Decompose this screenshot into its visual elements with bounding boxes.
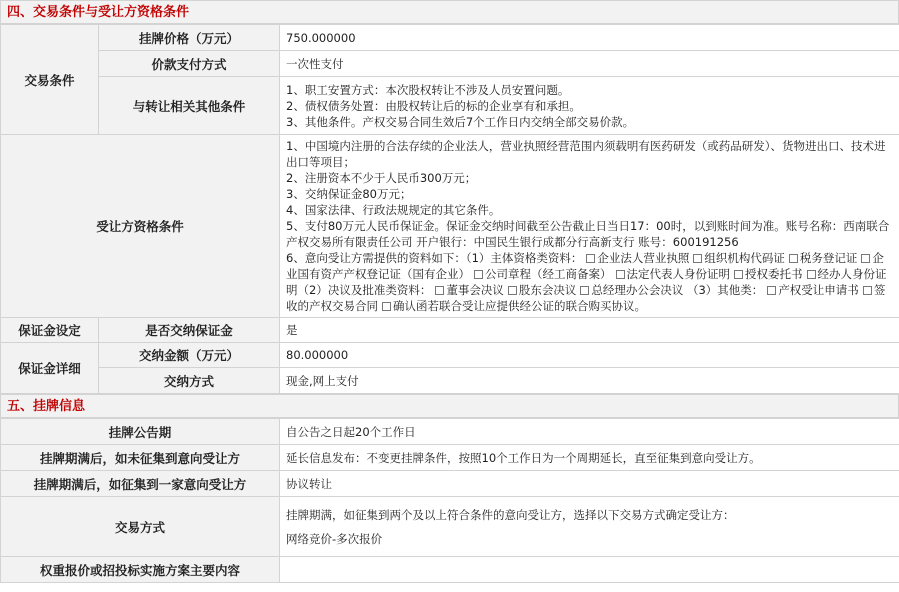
checkbox-icon: [586, 254, 595, 263]
trade-conditions-group-label: 交易条件: [1, 25, 99, 135]
one-buyer-value: 协议转让: [280, 471, 899, 497]
material-item: 确认函若联合受让应提供经公证的联合购买协议。: [393, 299, 646, 313]
deposit-detail-group-label: 保证金详细: [1, 343, 99, 394]
deposit-required-value: 是: [280, 318, 899, 343]
trade-method-option: 网络竞价-多次报价: [286, 531, 383, 546]
other-condition-line: 1、职工安置方式：本次股权转让不涉及人员安置问题。: [286, 82, 570, 97]
checkbox-icon: [435, 286, 444, 295]
checkbox-icon: [382, 302, 391, 311]
no-buyer-value: 延长信息发布：不变更挂牌条件，按照10个工作日为一个周期延长，直至征集到意向受让方。: [280, 445, 899, 471]
deposit-method-label: 交纳方式: [99, 368, 280, 394]
trade-method-line: 挂牌期满，如征集到两个及以上符合条件的意向受让方，选择以下交易方式确定受让方：: [286, 507, 735, 522]
materials-intro: 6、意向受让方需提供的资料如下：（1）主体资格类资料：: [286, 251, 583, 265]
material-item: 税务登记证: [799, 251, 858, 265]
trade-conditions-table: [0, 24, 899, 394]
checkbox-icon: [616, 270, 625, 279]
other-conditions-value: [280, 77, 899, 135]
deposit-amount-value: 80.000000: [280, 343, 899, 368]
deposit-setting-group-label: 保证金设定: [1, 318, 99, 343]
listing-period-value: 自公告之日起20个工作日: [280, 419, 899, 445]
checkbox-icon: [789, 254, 798, 263]
trade-method-label: 交易方式: [1, 497, 280, 557]
checkbox-icon: [861, 254, 870, 263]
materials-paragraph: [286, 251, 887, 313]
qualification-line: 1、中国境内注册的合法存续的企业法人，营业执照经营范围内须载明有医药研发（或药品研发）、货物进出口、技术进出口等项目；: [286, 139, 886, 169]
checkbox-icon: [508, 286, 517, 295]
other-conditions-label: 与转让相关其他条件: [99, 77, 280, 135]
listing-info-table: [0, 418, 899, 583]
deposit-method-value: 现金,网上支付: [280, 368, 899, 394]
checkbox-icon: [693, 254, 702, 263]
qualification-line: 3、交纳保证金80万元；: [286, 187, 412, 201]
checkbox-icon: [863, 286, 872, 295]
checkbox-icon: [580, 286, 589, 295]
other-condition-line: 3、其他条件。产权交易合同生效后7个工作日内交纳全部交易价款。: [286, 114, 635, 129]
bid-plan-value: [280, 557, 899, 583]
qualification-line: 5、支付80万元人民币保证金。保证金交纳时间截至公告截止日当日17：00时，以到账时间为准。账号名称：西南联合产权交易所有限责任公司 开户银行：中国民生银行成都分行高新支行 账号：600191256: [286, 219, 890, 249]
other-condition-line: 2、债权债务处置：由股权转让后的标的企业享有和承担。: [286, 98, 581, 113]
qualification-line: 2、注册资本不少于人民币300万元；: [286, 171, 477, 185]
deposit-required-label: 是否交纳保证金: [99, 318, 280, 343]
payment-method-value: 一次性支付: [280, 51, 899, 77]
material-item: 签收的产权交易合同: [286, 283, 886, 313]
material-item: 法定代表人身份证明: [626, 267, 730, 281]
buyer-qualification-label: 受让方资格条件: [1, 135, 280, 318]
material-item: 董事会决议: [446, 283, 504, 297]
material-item: 授权委托书: [745, 267, 803, 281]
material-item: 组织机构代码证: [704, 251, 785, 265]
qualification-line: 4、国家法律、行政法规规定的其它条件。: [286, 203, 501, 217]
section-5-header: 五、挂牌信息: [0, 394, 899, 418]
checkbox-icon: [734, 270, 743, 279]
material-item: 企业法人营业执照: [597, 251, 690, 265]
listing-price-label: 挂牌价格（万元）: [99, 25, 280, 51]
material-item: 公司章程（经工商备案）: [485, 267, 612, 281]
checkbox-icon: [474, 270, 483, 279]
checkbox-icon: [807, 270, 816, 279]
material-item: 经办人身份证明（2）决议及批准类资料：: [286, 267, 887, 297]
checkbox-icon: [767, 286, 776, 295]
buyer-qualification-value: [280, 135, 899, 318]
payment-method-label: 价款支付方式: [99, 51, 280, 77]
trade-method-value: [280, 497, 899, 557]
material-item: 股东会决议: [518, 283, 577, 297]
no-buyer-label: 挂牌期满后，如未征集到意向受让方: [1, 445, 280, 471]
material-item: 企业国有资产产权登记证（国有企业）: [286, 251, 884, 281]
one-buyer-label: 挂牌期满后，如征集到一家意向受让方: [1, 471, 280, 497]
listing-price-value: 750.000000: [280, 25, 899, 51]
material-item: 总经理办公会决议 （3）其他类：: [591, 283, 764, 297]
section-4-header: 四、交易条件与受让方资格条件: [0, 0, 899, 24]
material-item: 产权受让申请书: [778, 283, 859, 297]
deposit-amount-label: 交纳金额（万元）: [99, 343, 280, 368]
listing-period-label: 挂牌公告期: [1, 419, 280, 445]
bid-plan-label: 权重报价或招投标实施方案主要内容: [1, 557, 280, 583]
spacer: [286, 523, 893, 531]
